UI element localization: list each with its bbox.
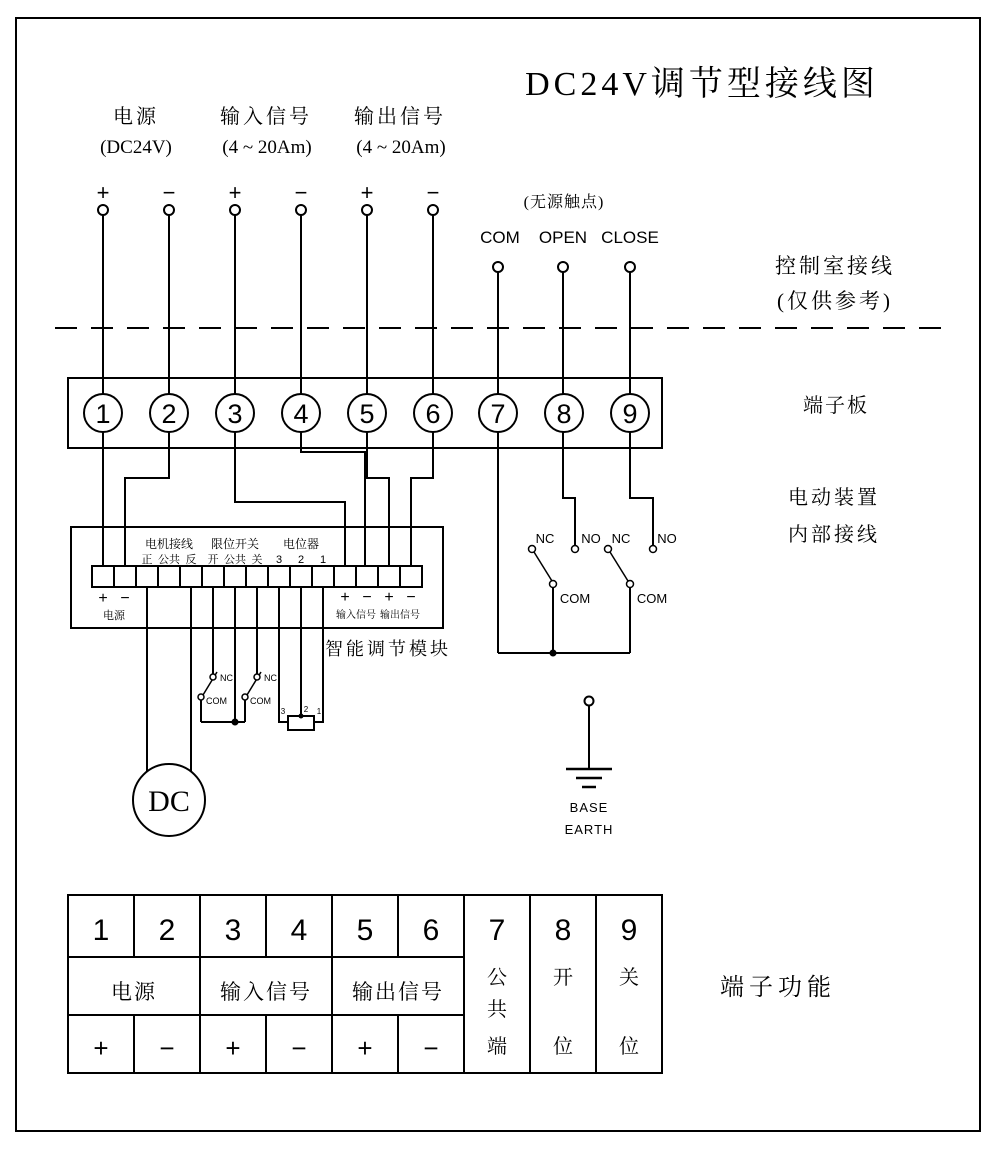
no-label: NO [657, 531, 677, 546]
polarity-sign: − [426, 180, 440, 205]
polarity-sign: + [360, 180, 374, 205]
table-sign: − [423, 1033, 439, 1063]
open-relay-lever [534, 552, 552, 581]
nc-label: NC [220, 673, 233, 683]
nc-label: NC [535, 531, 555, 546]
table-common-char: 公 [487, 967, 507, 989]
input-group-sub: (4 ~ 20Am) [222, 137, 312, 158]
com-label: COM [250, 696, 271, 706]
table-open-char: 位 [553, 1036, 573, 1058]
earth-ground-symbol [566, 697, 612, 788]
module-power-sign: + [98, 590, 108, 607]
limit-switch-open-com-contact [198, 694, 204, 700]
output-group-label: 输出信号 [354, 106, 446, 128]
control-room-note-line1: 控制室接线 [775, 254, 895, 278]
board-terminal-number: 1 [95, 399, 111, 429]
base-label: BASE [569, 800, 609, 815]
table-number: 9 [620, 914, 638, 947]
board-terminal-number: 8 [556, 399, 572, 429]
page-title: DC24V调节型接线图 [525, 66, 879, 103]
board-terminal-number: 5 [359, 399, 375, 429]
module-io-sign: + [384, 589, 394, 606]
dc-motor-label: DC [148, 785, 190, 818]
motor-wiring-group-label: 电机接线 [144, 537, 194, 551]
module-io-sign: + [340, 589, 350, 606]
com-label: COM [480, 228, 520, 247]
input-minus-terminal [296, 205, 306, 215]
table-close-char: 位 [619, 1036, 639, 1058]
table-sign: − [291, 1033, 307, 1063]
pot-pin-label: 3 [280, 707, 286, 716]
limit-switch-close-nc-contact [254, 674, 260, 680]
ground-terminal [585, 697, 594, 706]
module-pin-label: 开 [207, 554, 219, 566]
table-sign: + [357, 1033, 373, 1063]
limit-switch-labels [206, 673, 277, 706]
open-label: OPEN [538, 228, 588, 247]
potentiometer-group-label: 电位器 [282, 537, 320, 551]
com-label: COM [559, 591, 591, 606]
power-group-label: 电源 [113, 106, 159, 128]
module-pin-label: 3 [275, 554, 283, 566]
junction-dot [232, 719, 239, 726]
potentiometer [288, 714, 314, 731]
side-notes [775, 254, 895, 546]
close-relay-lever [610, 552, 628, 581]
close-relay-nc-contact [605, 546, 612, 553]
board-terminal-number: 4 [293, 399, 309, 429]
module-pin-label: 1 [319, 554, 327, 566]
board-terminal-number: 2 [161, 399, 177, 429]
table-sign: − [159, 1033, 175, 1063]
open-relay-no-contact [572, 546, 579, 553]
relay-labels [536, 531, 677, 606]
table-function-label: 输出信号 [352, 980, 444, 1004]
module-caption: 智能调节模块 [325, 639, 451, 659]
terminal-function-table [68, 895, 662, 1073]
open-relay-nc-contact [529, 546, 536, 553]
table-number: 3 [224, 914, 242, 947]
table-common-char: 端 [487, 1036, 507, 1058]
dry-contact-label: (无源触点) [523, 194, 605, 211]
close-relay-com-contact [627, 581, 634, 588]
output-minus-terminal [428, 205, 438, 215]
table-number: 7 [488, 914, 506, 947]
board-terminal-number: 7 [490, 399, 506, 429]
module-input-label: 输入信号 [336, 610, 376, 621]
module-pin-label: 关 [251, 554, 263, 566]
open-terminal [558, 262, 568, 272]
polarity-sign: + [228, 180, 242, 205]
pot-pin-label: 1 [316, 707, 322, 716]
output-plus-terminal [362, 205, 372, 215]
terminal-board [84, 394, 649, 432]
table-open-char: 开 [553, 967, 573, 989]
table-number: 8 [554, 914, 572, 947]
table-function-label: 电源 [111, 980, 157, 1004]
board-terminal-number: 9 [622, 399, 638, 429]
earth-label: EARTH [564, 822, 614, 837]
field-terminal-labels [97, 105, 659, 247]
power-group-sub: (DC24V) [100, 137, 172, 158]
board-terminal-number: 6 [425, 399, 441, 429]
com-label: COM [636, 591, 668, 606]
table-number: 2 [158, 914, 176, 947]
close-label: CLOSE [601, 228, 659, 247]
pot-pin-label: 2 [303, 705, 309, 714]
table-close-char: 关 [619, 967, 639, 989]
no-label: NO [581, 531, 601, 546]
control-room-note-line2: (仅供参考) [777, 289, 893, 313]
close-relay-no-contact [650, 546, 657, 553]
table-number: 4 [290, 914, 308, 947]
ground-labels [565, 800, 614, 837]
device-note-line2: 内部接线 [788, 524, 880, 546]
nc-label: NC [264, 673, 277, 683]
device-note-line1: 电动装置 [788, 487, 880, 509]
limit-switch-open-nc-contact [210, 674, 216, 680]
module-output-wires [147, 587, 323, 772]
module-pin-label: 2 [297, 554, 305, 566]
nc-label: NC [611, 531, 631, 546]
module-power-sign: − [120, 590, 130, 607]
module-io-sign: − [406, 589, 416, 606]
polarity-sign: + [96, 180, 110, 205]
input-group-label: 输入信号 [220, 106, 312, 128]
com-terminal [493, 262, 503, 272]
table-number: 1 [92, 914, 110, 947]
wiper-junction-dot [299, 714, 304, 719]
input-plus-terminal [230, 205, 240, 215]
table-number: 6 [422, 914, 440, 947]
limit-switch-group-label: 限位开关 [210, 537, 260, 551]
open-relay-com-contact [550, 581, 557, 588]
module-terminal-strip [92, 566, 422, 587]
terminal-board-note: 端子板 [803, 395, 869, 417]
module-output-label: 输出信号 [380, 610, 420, 621]
power-minus-terminal [164, 205, 174, 215]
board-terminal-number: 3 [227, 399, 243, 429]
module-pin-label: 公共 [158, 554, 180, 566]
junction-dot [550, 650, 557, 657]
module-power-label: 电源 [103, 610, 125, 622]
table-common-char: 共 [487, 999, 507, 1021]
table-sign: + [225, 1033, 241, 1063]
module-pin-label: 公共 [224, 554, 246, 566]
limit-switch-close-com-contact [242, 694, 248, 700]
table-title: 端子功能 [720, 975, 836, 1001]
module-pin-label: 反 [185, 554, 197, 566]
output-group-sub: (4 ~ 20Am) [356, 137, 446, 158]
power-plus-terminal [98, 205, 108, 215]
table-function-label: 输入信号 [220, 980, 312, 1004]
table-sign: + [93, 1033, 109, 1063]
module-io-sign: − [362, 589, 372, 606]
module-pin-label: 正 [141, 554, 153, 566]
com-label: COM [206, 696, 227, 706]
polarity-sign: − [162, 180, 176, 205]
polarity-sign: − [294, 180, 308, 205]
close-terminal [625, 262, 635, 272]
table-number: 5 [356, 914, 374, 947]
